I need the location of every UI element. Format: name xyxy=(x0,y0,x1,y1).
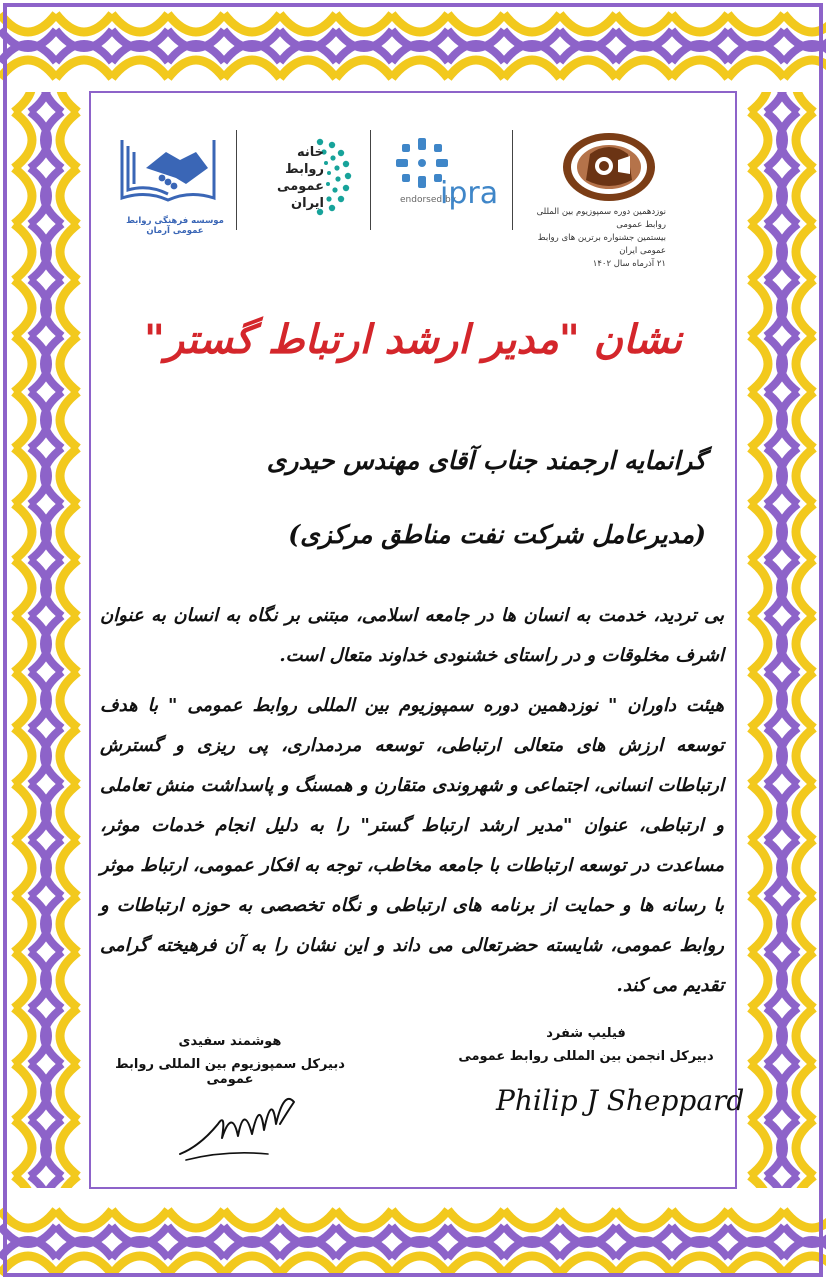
signer-name-ipra: فیلیپ شفرد xyxy=(546,1026,626,1041)
festival-line-2: بیستمین جشنواره برترین های روابط عمومی ایران xyxy=(537,233,666,256)
handwritten-signature-symposium xyxy=(176,1084,304,1164)
handwritten-signature-ipra: Philip J Sheppard xyxy=(496,1084,745,1117)
ipra-endorsed-label: endorsed by xyxy=(400,195,456,205)
khaneh-ravabet-logo xyxy=(246,136,354,228)
body-paragraph-1: بی تردید، خدمت به انسان ها در جامعه اسلامی، مبتنی بر نگاه به انسان به عنوان اشرف مخلوقات و در راستای خشنودی خداوند متعال است. xyxy=(100,605,724,666)
festival-line-1: نوزدهمین دوره سمپوزیوم بین المللی روابط عمومی xyxy=(536,207,666,230)
logo-divider xyxy=(512,130,513,230)
festival-line-3: ۲۱ آذرماه سال ۱۴۰۲ xyxy=(592,259,666,269)
signer-name-symposium: هوشمند سفیدی xyxy=(178,1034,282,1049)
festival-emblem-icon xyxy=(560,130,658,204)
aviman-logo-icon xyxy=(116,134,220,214)
signature-block-ipra xyxy=(446,1026,726,1064)
logo-divider xyxy=(370,130,371,230)
khaneh-line-3: عمومی xyxy=(277,179,324,194)
ipra-wordmark: ipra xyxy=(440,176,499,211)
khaneh-line-4: ایران xyxy=(291,196,324,211)
signature-block-symposium xyxy=(90,1034,370,1087)
certificate-body xyxy=(100,596,724,1016)
certificate-title: نشان "مدیر ارشد ارتباط گستر" xyxy=(143,316,682,363)
khaneh-line-2: روابط xyxy=(285,162,324,177)
signer-role-ipra: دبیرکل انجمن بین المللی روابط عمومی xyxy=(458,1049,714,1064)
signer-role-symposium: دبیرکل سمپوزیوم بین المللی روابط عمومی xyxy=(115,1057,345,1087)
logo-divider xyxy=(236,130,237,230)
khaneh-line-1: خانه xyxy=(296,145,324,160)
recipient-name: گرانمایه ارجمند جناب آقای مهندس حیدری xyxy=(266,446,706,475)
aviman-caption: موسسه فرهنگی روابط عمومی آرمان xyxy=(126,216,224,236)
recipient-position: (مدیرعامل شرکت نفت مناطق مرکزی) xyxy=(288,520,706,549)
body-paragraph-2: هیئت داوران " نوزدهمین دوره سمپوزیوم بین المللی روابط عمومی " با هدف توسعه ارزش های متعالی ارتباطی، توسعه مردمداری، پی ریزی و گسترش ارتباطات انسانی، اجتماعی و شهروندی متقارن و همسنگ و پاسداشت منش تعاملی و ارتباطی، عنوان "مدیر ارشد ارتباط گستر" را به دلیل انجام خدمات موثر، مساعدت در توسعه ارتباطات با جامعه مخاطب، توجه به افکار عمومی، ارتباط موثر با رسانه ها و حمایت از برنامه های ارتباطی و نگاه تخصصی به حوزه ارتباطات و روابط عمومی، شایسته حضرتعالی می داند و این نشان را به آن فرهیخته گرامی تقدیم می کند. xyxy=(100,695,724,996)
